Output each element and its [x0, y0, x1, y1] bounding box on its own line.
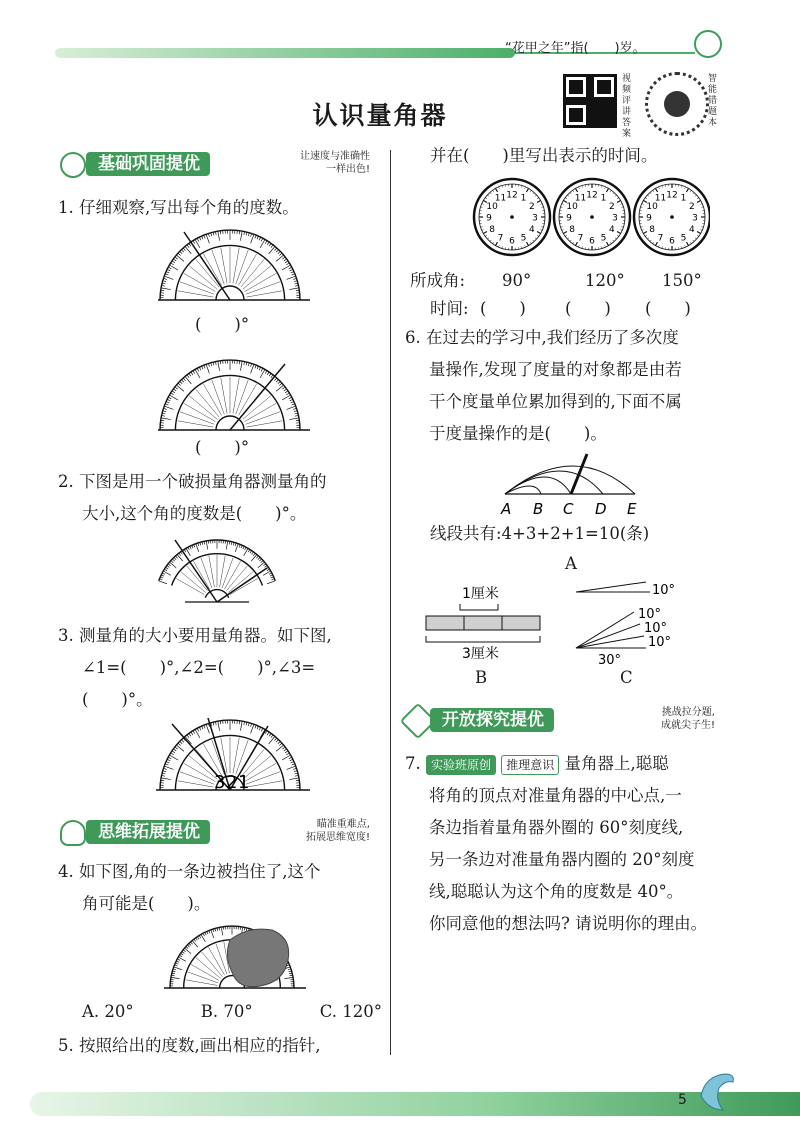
q5-text-start: 5. 按照给出的度数,画出相应的指针,	[58, 1036, 321, 1055]
svg-text:5: 5	[680, 233, 687, 244]
svg-text:2: 2	[609, 202, 615, 212]
svg-text:2: 2	[689, 202, 695, 212]
svg-text:9: 9	[646, 213, 652, 224]
svg-text:4: 4	[689, 225, 695, 235]
svg-text:3: 3	[612, 213, 618, 224]
svg-text:12: 12	[506, 190, 518, 201]
svg-text:11: 11	[574, 193, 587, 204]
svg-text:3: 3	[692, 213, 698, 224]
q7-text: 7. 实验班原创 推理意识 量角器上,聪聪 将角的顶点对准量角器的中心点,一 条边指着量角器外圈的 60°刻度线, 另一条边对准量角器内圈的 20°刻度 线,聪聪认为这个角的度数是 40°。 你同意他的想法吗? 请说明你的理由。	[405, 754, 708, 933]
svg-text:5: 5	[600, 233, 607, 244]
tag-original: 实验班原创	[426, 755, 496, 775]
svg-text:9: 9	[566, 213, 572, 224]
qr-round-icon[interactable]	[645, 72, 709, 136]
svg-text:1: 1	[520, 193, 527, 204]
robot-icon	[694, 30, 722, 58]
q6-option-a[interactable]: A	[565, 554, 577, 573]
svg-text:8: 8	[569, 225, 575, 235]
protractor-covered-q4	[160, 920, 310, 995]
svg-text:5: 5	[520, 233, 527, 244]
qr-code-icon[interactable]	[563, 74, 617, 128]
q5-time-row: 时间: ( ) ( ) ( )	[430, 293, 730, 325]
svg-text:10°: 10°	[638, 607, 662, 622]
protractor-q1b	[150, 352, 315, 442]
ruler-figure-b	[422, 582, 552, 662]
svg-text:4: 4	[529, 225, 535, 235]
header-band	[55, 48, 515, 58]
svg-text:30°: 30°	[598, 653, 622, 666]
svg-text:C: C	[563, 500, 574, 518]
svg-text:1: 1	[680, 193, 687, 204]
svg-text:12: 12	[586, 190, 598, 201]
svg-text:10°: 10°	[652, 583, 676, 598]
svg-text:10: 10	[566, 202, 578, 212]
q5-time-1[interactable]: ( )	[480, 299, 526, 318]
q4-option-b[interactable]: B. 70°	[200, 1002, 253, 1021]
svg-text:E: E	[627, 500, 637, 518]
svg-text:12: 12	[666, 190, 678, 201]
atom-icon	[60, 152, 86, 178]
q3-text: 3. 测量角的大小要用量角器。如下图, ∠1=( )°,∠2=( )°,∠3= ( )°。	[58, 626, 332, 709]
q6-option-c[interactable]: C	[620, 668, 633, 687]
q4-text: 4. 如下图,角的一条边被挡住了,这个 角可能是( )。	[58, 862, 321, 913]
svg-text:7: 7	[497, 233, 504, 244]
svg-text:2: 2	[529, 202, 535, 212]
protractor-q1a	[150, 222, 315, 312]
header-quote: “花甲之年”指( )岁。	[505, 41, 646, 56]
page-title: 认识量角器	[312, 101, 448, 130]
dolphin-icon	[695, 1066, 739, 1116]
svg-text:4: 4	[609, 225, 615, 235]
section-thinking-hint: 瞄准重难点, 拓展思维宽度!	[305, 819, 370, 843]
section-open-hint: 挑战拉分题, 成就尖子生!	[660, 707, 715, 731]
svg-text:A: A	[501, 500, 512, 518]
tag-reasoning: 推理意识	[501, 755, 559, 775]
svg-text:6: 6	[669, 236, 675, 247]
svg-text:9: 9	[486, 213, 492, 224]
section-thinking-title: 思维拓展提优	[86, 820, 210, 844]
q4-option-c[interactable]: C. 120°	[319, 1002, 382, 1021]
q1-blank-1[interactable]: ( )°	[195, 315, 250, 334]
svg-text:8: 8	[489, 225, 495, 235]
clocks[interactable]	[470, 175, 710, 260]
svg-text:3: 3	[532, 213, 538, 224]
angle-label-2: 2	[226, 772, 238, 793]
section-open-title: 开放探究提优	[430, 708, 554, 732]
q4-option-a[interactable]: A. 20°	[82, 1002, 134, 1021]
svg-text:D: D	[595, 500, 607, 518]
svg-text:6: 6	[589, 236, 595, 247]
svg-text:7: 7	[577, 233, 584, 244]
svg-text:6: 6	[509, 236, 515, 247]
segment-figure-a	[495, 452, 655, 520]
svg-text:10°: 10°	[648, 635, 672, 650]
svg-text:11: 11	[654, 193, 667, 204]
qr-label-left: 视频评讲答案	[622, 74, 632, 139]
q5-time-2[interactable]: ( )	[565, 299, 611, 318]
q2-text: 2. 下图是用一个破损量角器测量角的 大小,这个角的度数是( )°。	[58, 472, 327, 523]
svg-text:10: 10	[486, 202, 498, 212]
protractor-q3	[150, 718, 315, 800]
angle-label-1: 1	[238, 772, 250, 793]
svg-text:3厘米: 3厘米	[462, 646, 499, 662]
section-basic-title: 基础巩固提优	[86, 152, 210, 176]
q5-time-3[interactable]: ( )	[645, 299, 691, 318]
q1-blank-2[interactable]: ( )°	[195, 438, 250, 457]
angle-figure-c	[570, 580, 690, 666]
q6-option-b[interactable]: B	[475, 668, 488, 687]
q1-text: 1. 仔细观察,写出每个角的度数。	[58, 198, 299, 217]
q6-text: 6. 在过去的学习中,我们经历了多次度 量操作,发现了度量的对象都是由若 干个度量单位累加得到的,下面不属 于度量操作的是( )。	[405, 328, 682, 443]
protractor-broken-q2	[145, 532, 295, 612]
page-number: 5	[678, 1092, 687, 1108]
svg-text:10: 10	[646, 202, 658, 212]
q5-angle-row: 所成角: 90° 120° 150°	[410, 271, 702, 290]
svg-text:8: 8	[649, 225, 655, 235]
svg-text:1厘米: 1厘米	[462, 586, 499, 602]
svg-text:1: 1	[600, 193, 607, 204]
q5-text-cont: 并在( )里写出表示的时间。	[430, 146, 658, 165]
svg-text:B: B	[533, 500, 544, 518]
qr-label-right: 智能错题本	[708, 74, 718, 128]
svg-text:7: 7	[657, 233, 664, 244]
ufo-icon	[60, 820, 86, 846]
column-divider	[390, 150, 391, 1055]
q4-options	[82, 996, 382, 1028]
angle-label-3: 3	[214, 772, 226, 793]
q6-formula: 线段共有:4+3+2+1=10(条)	[430, 524, 650, 543]
section-basic-hint: 让速度与准确性 一样出色!	[300, 151, 370, 175]
svg-text:10°: 10°	[644, 621, 668, 636]
svg-text:11: 11	[494, 193, 507, 204]
